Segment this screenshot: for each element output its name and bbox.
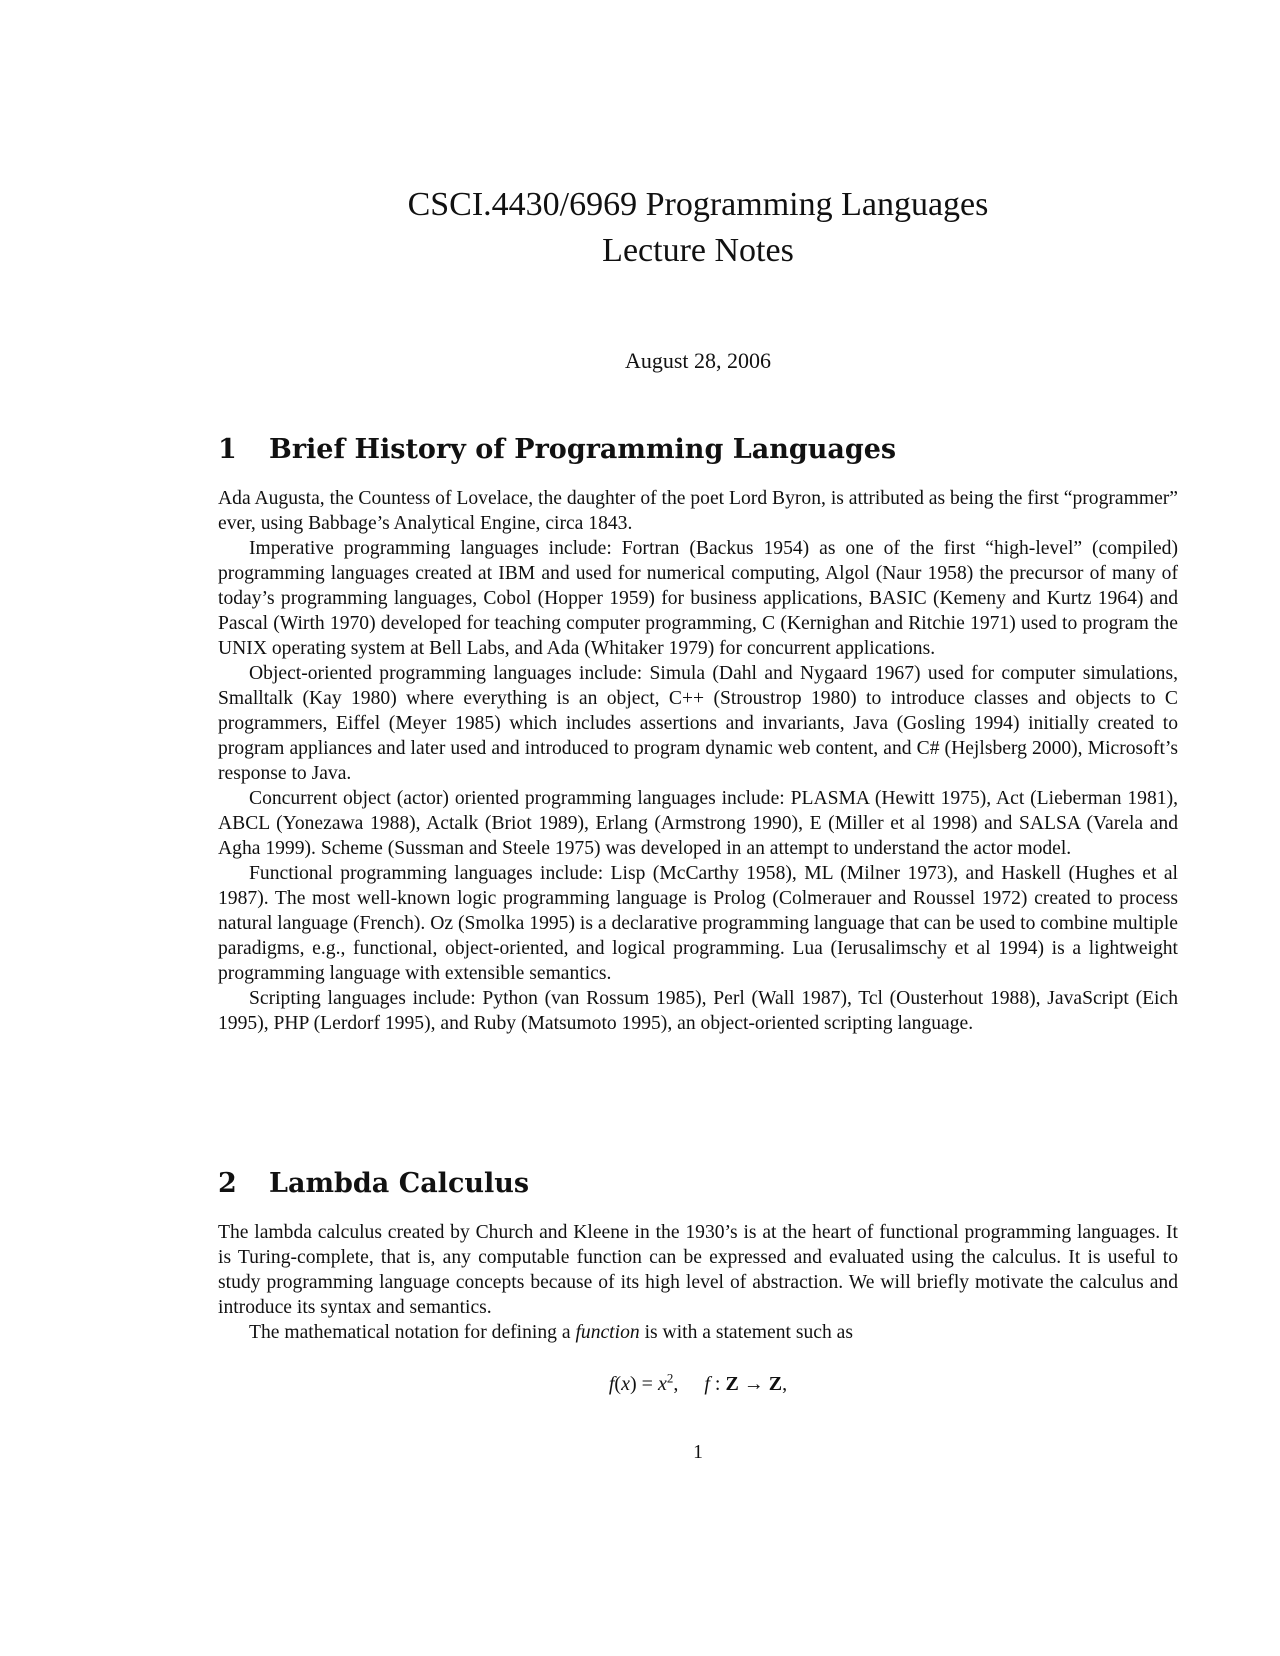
- document-page: [218, 0, 1178, 1656]
- section-heading-2: [218, 1166, 1178, 1202]
- paragraph: Concurrent object (actor) oriented programming languages include: PLASMA (Hewitt 1975), Act (Lieberman 1981), ABCL (Yonezawa 1988), Actalk (Briot 1989), Erlang (Armstrong 1990), E (Miller et al 1998) and SALSA (Varela and Agha 1999). Scheme (Sussman and Steele 1975) was developed in an attempt to understand the actor model.: [218, 788, 1178, 859]
- section-2-body: [218, 1220, 1178, 1345]
- section-number: 1: [218, 434, 237, 465]
- eq-colon: :: [709, 1373, 726, 1395]
- display-equation: $f(x) = x^2$, f : Z → Z,: [608, 1370, 788, 1395]
- section-title: Lambda Calculus: [269, 1168, 530, 1199]
- paragraph: [218, 1320, 1178, 1345]
- text-run: The mathematical notation for defining a: [249, 1322, 576, 1343]
- paragraph: Ada Augusta, the Countess of Lovelace, the daughter of the poet Lord Byron, is attributed as being the first “programmer” ever, using Babbage’s Analytical Engine, circa 1843.: [218, 488, 1178, 534]
- title-line-1: CSCI.4430/6969 Programming Languages: [407, 186, 989, 223]
- section-number: 2: [218, 1168, 237, 1199]
- text-run: is with a statement such as: [639, 1322, 853, 1343]
- document-date: August 28, 2006: [624, 348, 772, 373]
- eq-domain: Z: [725, 1373, 739, 1395]
- eq-arrow: →: [738, 1373, 769, 1395]
- eq-codomain: Z: [768, 1373, 783, 1395]
- document-title: [218, 182, 1178, 274]
- page-number: 1: [693, 1442, 703, 1463]
- section-heading-1: [218, 432, 1178, 468]
- paragraph: Imperative programming languages include: Fortran (Backus 1954) as one of the first “high-level” (compiled) programming languages created at IBM and used for numerical computing, Algol (Naur 1958) the precursor of many of today’s programming languages, Cobol (Hopper 1959) for business applications, BASIC (Kemeny and Kurtz 1964) and Pascal (Wirth 1970) developed for teaching computer programming, C (Kernighan and Ritchie 1971) used to program the UNIX operating system at Bell Labs, and Ada (Whitaker 1979) for concurrent applications.: [218, 538, 1178, 659]
- paragraph: Scripting languages include: Python (van Rossum 1985), Perl (Wall 1987), Tcl (Ousterhout 1988), JavaScript (Eich 1995), PHP (Lerdorf 1995), and Ruby (Matsumoto 1995), an object-oriented scripting language.: [218, 988, 1178, 1034]
- paragraph: Object-oriented programming languages include: Simula (Dahl and Nygaard 1967) used for computer simulations, Smalltalk (Kay 1980) where everything is an object, C++ (Stroustrop 1980) to introduce classes and objects to C programmers, Eiffel (Meyer 1985) which includes assertions and invariants, Java (Gosling 1994) initially created to program appliances and later used and introduced to program dynamic web content, and C# (Hejlsberg 2000), Microsoft’s response to Java.: [218, 663, 1178, 784]
- eq-fn: f: [608, 1373, 615, 1395]
- eq-var: x: [621, 1373, 630, 1395]
- paragraph: The lambda calculus created by Church and Kleene in the 1930’s is at the heart of functional programming languages. It is Turing-complete, that is, any computable function can be expressed and evaluated using the calculus. It is useful to study programming language concepts because of its high level of abstraction. We will briefly motivate the calculus and introduce its syntax and semantics.: [218, 1222, 1178, 1318]
- eq-base: x: [657, 1373, 667, 1395]
- eq-exponent: 2: [666, 1370, 674, 1386]
- eq-map-fn: f: [704, 1373, 710, 1395]
- title-line-2: Lecture Notes: [602, 232, 794, 269]
- eq-equals: =: [636, 1373, 658, 1395]
- eq-sep: ,: [673, 1373, 679, 1395]
- paragraph: Functional programming languages include: Lisp (McCarthy 1958), ML (Milner 1973), and Haskell (Hughes et al 1987). The most well-known logic programming language is Prolog (Colmerauer and Roussel 1972) created to process natural language (French). Oz (Smolka 1995) is a declarative programming language that can be used to combine multiple paradigms, e.g., functional, object-oriented, and logical programming. Lua (Ierusalimschy et al 1994) is a lightweight programming language with extensible semantics.: [218, 863, 1178, 984]
- eq-end: ,: [782, 1373, 788, 1395]
- section-title: Brief History of Programming Languages: [269, 434, 897, 465]
- emphasis-text: function: [575, 1322, 640, 1343]
- section-1-body: [218, 486, 1178, 1036]
